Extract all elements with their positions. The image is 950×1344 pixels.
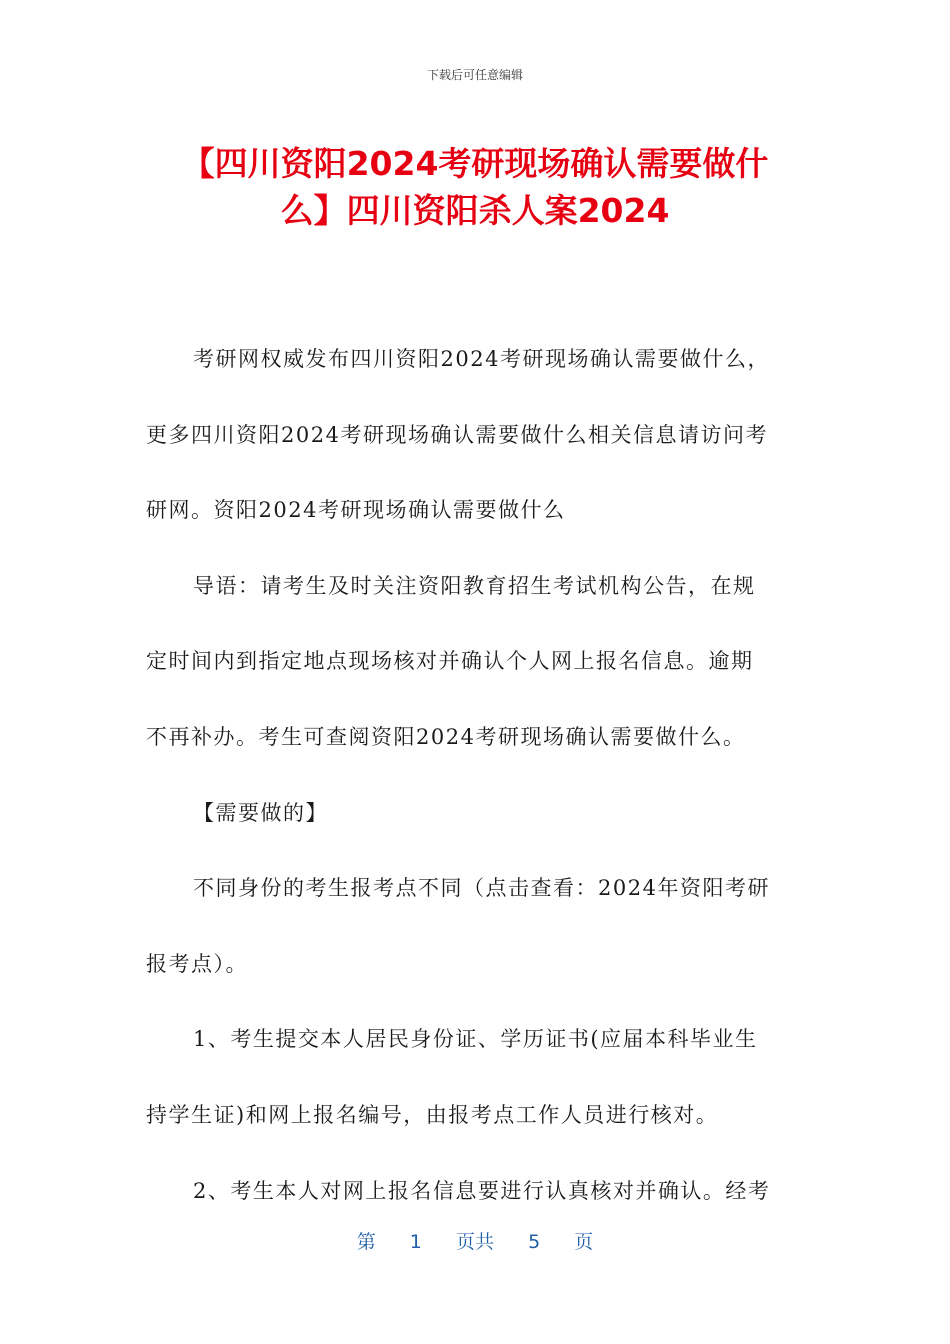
body-line: 不再补办。考生可查阅资阳2024考研现场确认需要做什么。: [146, 724, 746, 749]
body-line: 报考点）。: [146, 951, 248, 976]
list-item: 2、考生本人对网上报名信息要进行认真核对并确认。经考: [193, 1178, 771, 1203]
document-body: [146, 322, 806, 1229]
page-footer: [0, 1227, 950, 1254]
title-line-2: 么】四川资阳杀人案2024: [280, 191, 670, 230]
total-pages-number: 5: [528, 1231, 541, 1253]
footer-prefix: 第: [356, 1231, 376, 1253]
body-line: 更多四川资阳2024考研现场确认需要做什么相关信息请访问考: [146, 422, 768, 447]
body-line: 不同身份的考生报考点不同（点击查看：2024年资阳考研: [193, 876, 770, 901]
footer-middle: 页共: [455, 1231, 494, 1253]
body-line: 导语：请考生及时关注资阳教育招生考试机构公告，在规: [193, 573, 756, 598]
current-page-number: 1: [409, 1231, 422, 1253]
body-line: 定时间内到指定地点现场核对并确认个人网上报名信息。逾期: [146, 649, 754, 674]
title-line-1: 【四川资阳2024考研现场确认需要做什: [181, 144, 769, 183]
footer-suffix: 页: [574, 1231, 594, 1253]
body-line: 持学生证)和网上报名编号，由报考点工作人员进行核对。: [146, 1102, 719, 1127]
body-line: 研网。资阳2024考研现场确认需要做什么: [146, 498, 566, 523]
section-heading: 【需要做的】: [193, 800, 328, 825]
document-title: [150, 140, 800, 234]
body-line: 考研网权威发布四川资阳2024考研现场确认需要做什么，: [193, 347, 770, 371]
header-note: 下载后可任意编辑: [426, 68, 523, 82]
list-item: 1、考生提交本人居民身份证、学历证书(应届本科毕业生: [193, 1027, 758, 1052]
